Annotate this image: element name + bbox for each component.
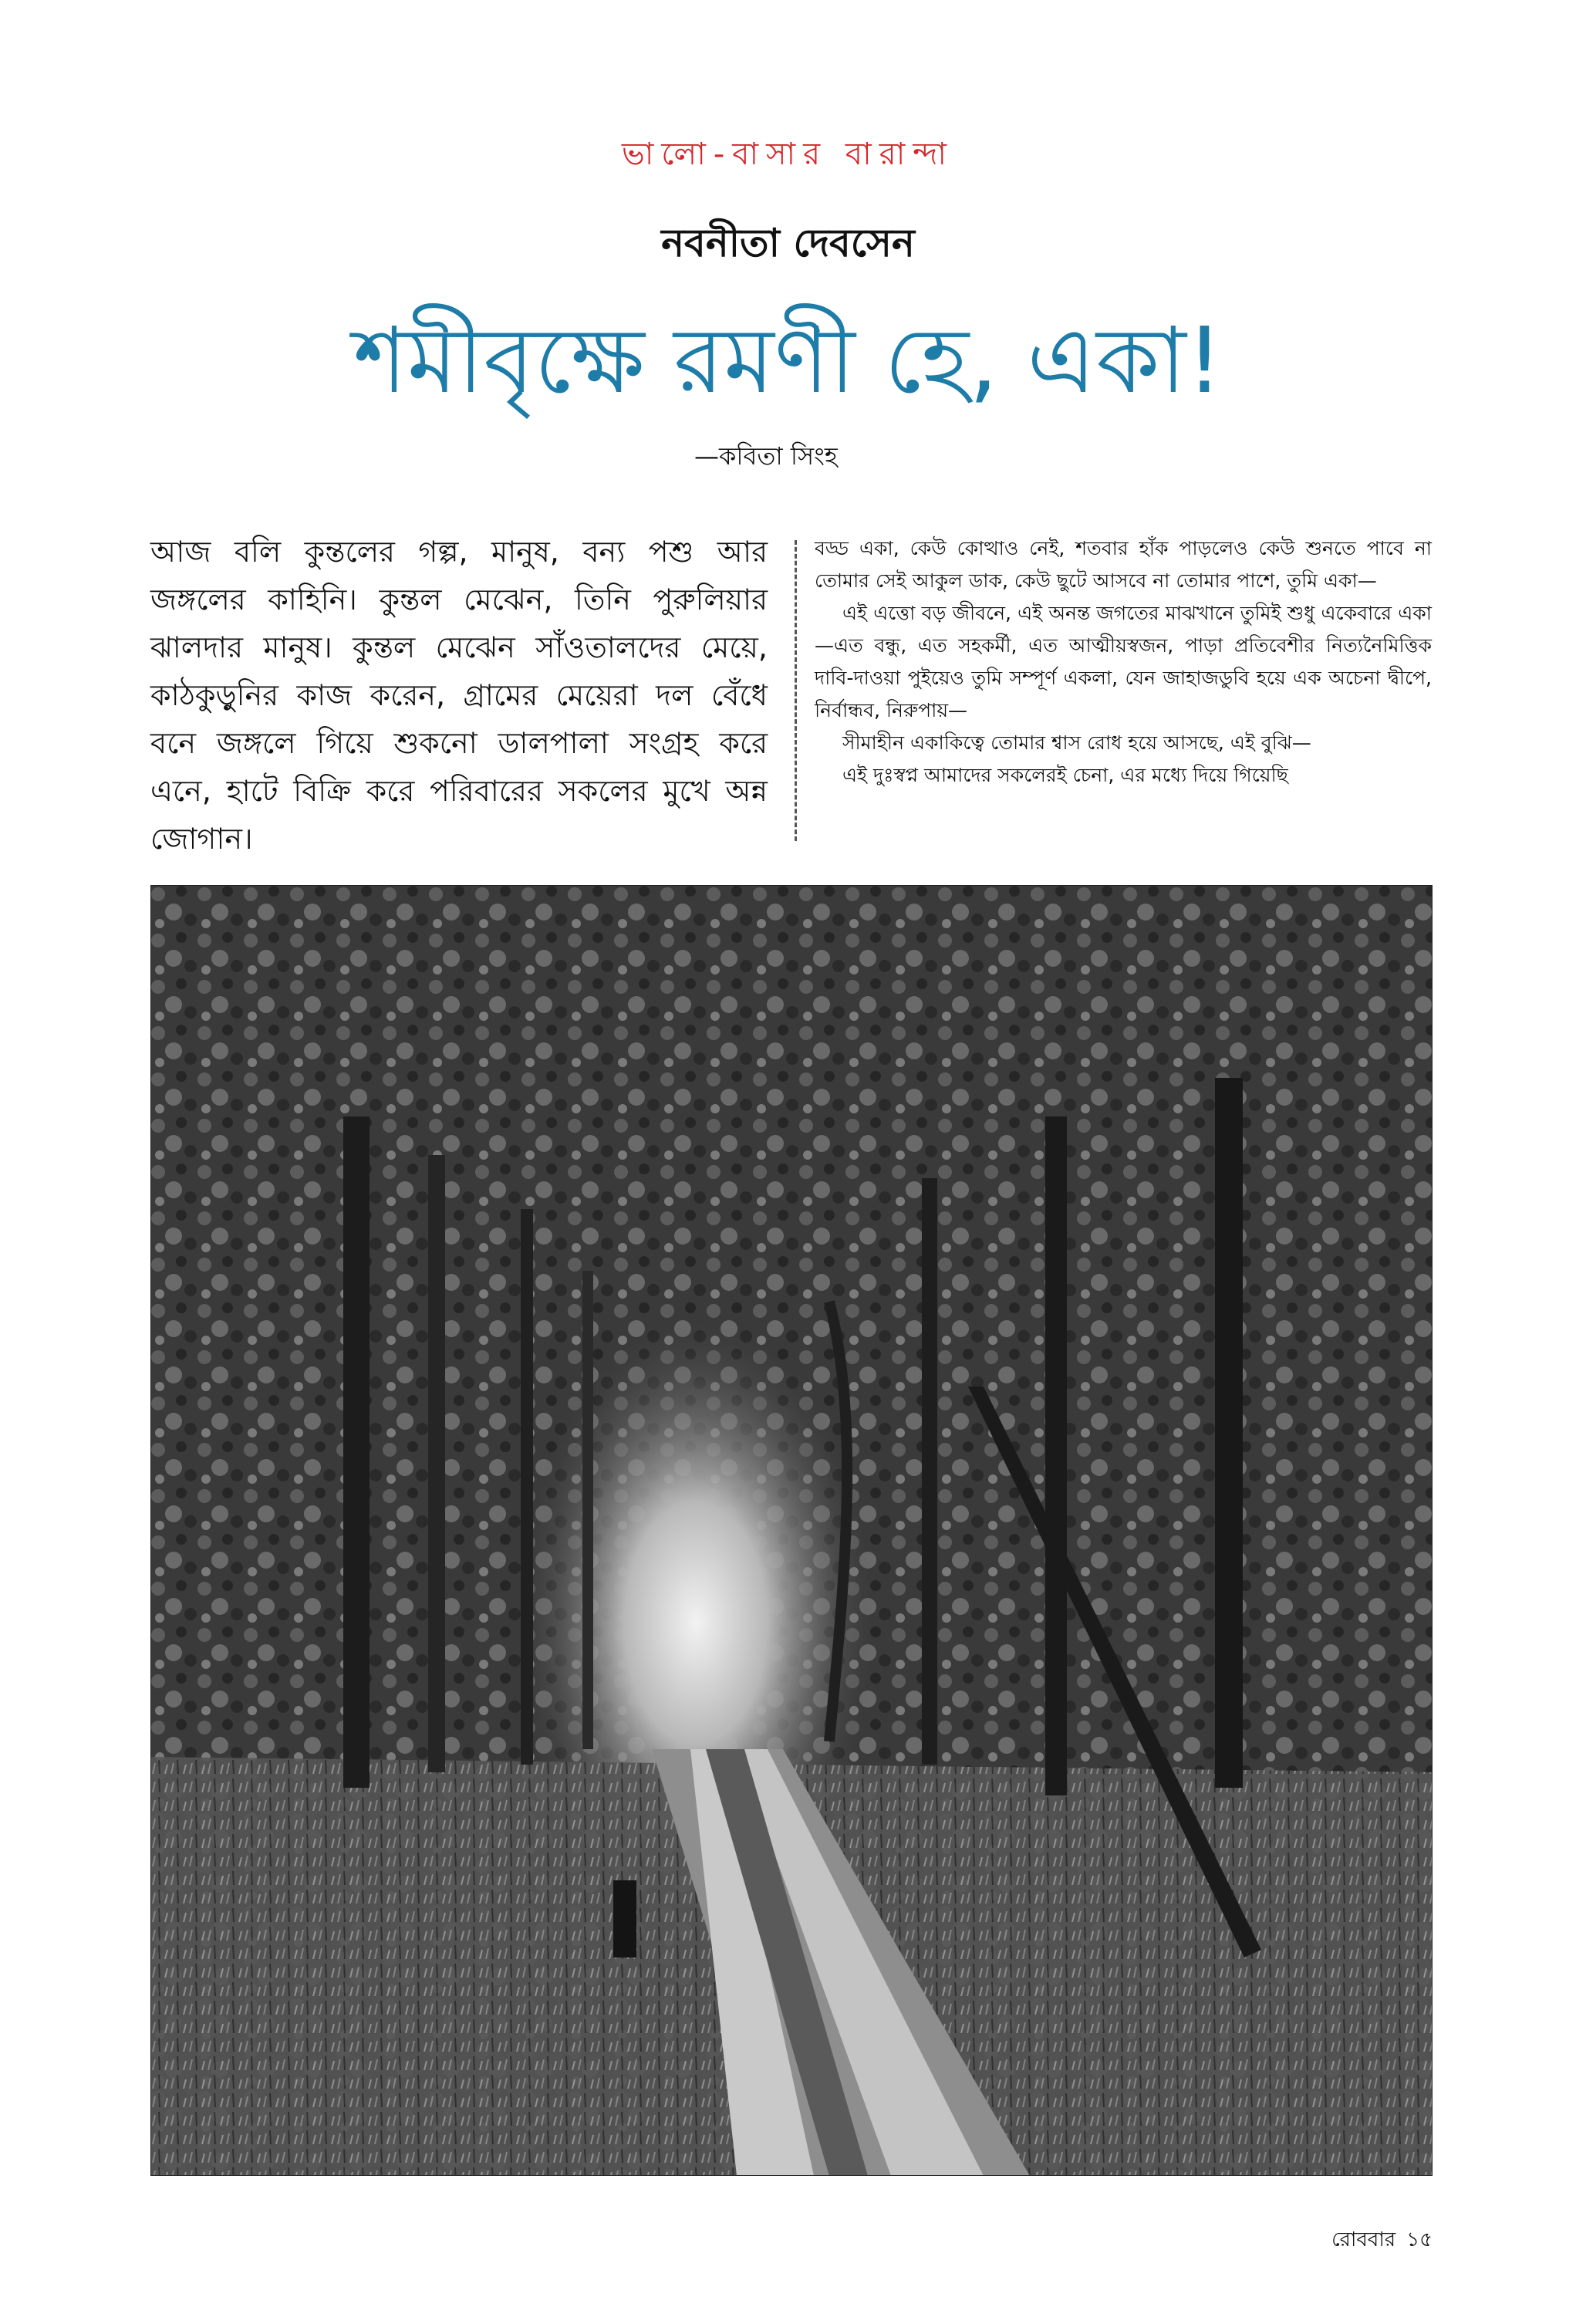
page-footer — [1281, 2224, 1433, 2258]
forest-road-photo — [150, 885, 1433, 2176]
section-title: ভালো-বাসার বারান্দা — [621, 137, 955, 172]
intro-paragraph: আজ বলি কুন্তলের গল্প, মানুষ, বন্য পশু আর জঙ্গলের কাহিনি। কুন্তল মেঝেন, তিনি পুরুলিয়ার ঝালদার মানুষ। কুন্তল মেঝেন সাঁওতালদের মেয়ে, কাঠকুড়ুনির কাজ করেন, গ্রামের মেয়েরা দল বেঁধে বনে জঙ্গলে গিয়ে শুকনো ডালপালা সংগ্রহ করে এনে, হাটে বিক্রি করে পরিবারের সকলের মুখে অন্ন জোগান। — [150, 535, 768, 856]
publication-name: রোববার — [1331, 2228, 1396, 2251]
body-paragraph: বড্ড একা, কেউ কোত্থাও নেই, শতবার হাঁক পাড়লেও কেউ শুনতে পাবে না তোমার সেই আকুল ডাক, কেউ ছুটে আসবে না তোমার পাশে, তুমি একা— — [815, 537, 1432, 592]
body-paragraph: সীমাহীন একাকিত্বে তোমার শ্বাস রোধ হয়ে আসছে, এই বুঝি— — [842, 731, 1311, 754]
epigraph-credit: —কবিতা সিংহ — [694, 441, 838, 471]
body-paragraph: এই এত্তো বড় জীবনে, এই অনন্ত জগতের মাঝখানে তুমিই শুধু একেবারে একা—এত বন্ধু, এত সহকর্মী, এত আত্মীয়স্বজন, পাড়া প্রতিবেশীর নিত্যনৈমিত্তিক দাবি-দাওয়া পুইয়েও তুমি সম্পূর্ণ একলা, যেন জাহাজডুবি হয়ে এক অচেনা দ্বীপে, নির্বান্ধব, নিরুপায়— — [815, 602, 1432, 721]
intro-column — [150, 528, 768, 863]
column-divider — [795, 540, 797, 841]
page-number: ১৫ — [1406, 2228, 1433, 2251]
article-headline: শমীবৃক্ষে রমণী হে, একা! — [353, 307, 1223, 414]
author-name: নবনীতা দেবসেন — [661, 221, 915, 265]
body-column — [815, 532, 1432, 792]
body-paragraph: এই দুঃস্বপ্ন আমাদের সকলেরই চেনা, এর মধ্যে দিয়ে গিয়েছি — [842, 764, 1288, 786]
